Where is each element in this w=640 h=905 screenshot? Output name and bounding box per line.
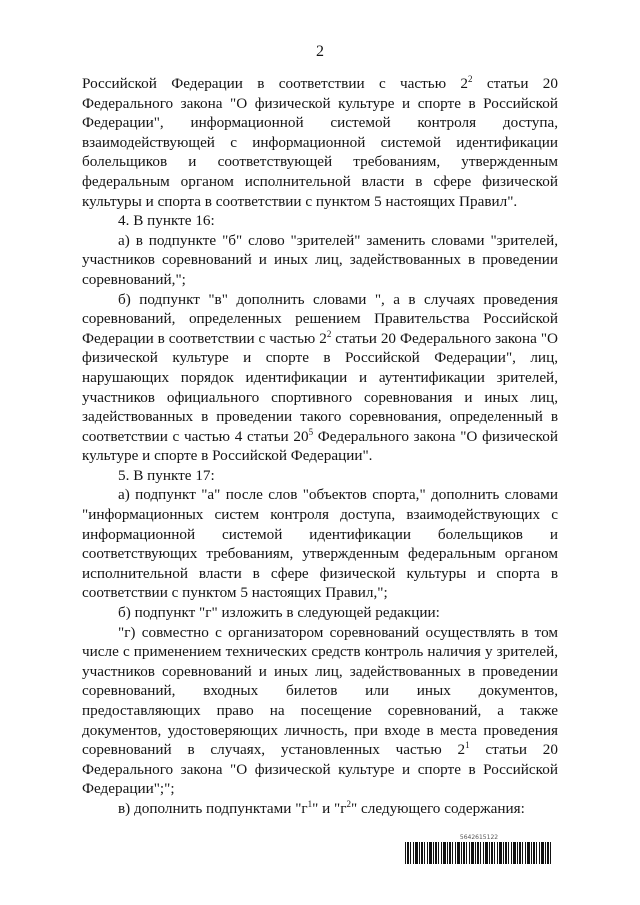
superscript: 1 (465, 740, 470, 751)
paragraph-p3 (82, 231, 558, 290)
paragraph-p5 (82, 466, 558, 486)
paragraph-p7 (82, 603, 558, 623)
paragraph-p4 (82, 290, 558, 466)
paragraph-p2 (82, 211, 558, 231)
barcode-number: 5642615122 (459, 834, 499, 841)
text-run: а) в подпункте "б" слово "зрителей" заменить словами "зрителей, участников соревнований и иных лиц, задействованных в проведении соревнований,"; (82, 231, 558, 288)
superscript: 2 (326, 328, 332, 339)
text-run: Федерального закона "О физической культуре и спорте в Российской Федерации". (82, 427, 558, 465)
text-run: Российской Федерации в соответствии с частью 2 (82, 75, 468, 92)
text-run: " и "г (312, 799, 347, 817)
text-run: 5. В пункте 17: (118, 466, 215, 484)
barcode-bars (405, 842, 553, 864)
text-run: статьи 20 Федерального закона "О физической культуре и спорте в Российской Федерации", информационной системой контроля доступа, взаимодействующей с информационной системой идентификации болельщиков и соответствующей требованиям, утвержденным федеральным органом исполнительной власти в сфере физической культуры и спорта в соответствии с пунктом 5 настоящих Правил". (82, 75, 558, 210)
superscript: 2 (468, 73, 473, 84)
text-run: а) подпункт "а" после слов "объектов спорта," дополнить словами "информационных систем контроля доступа, взаимодействующих с информационной системой идентификации болельщиков и соответствующих требованиям, утвержденным федеральным органом исполнительной власти в сфере физической культуры и спорта в соответствии с пунктом 5 настоящих Правил,"; (82, 486, 558, 602)
text-run: " следующего содержания: (351, 799, 525, 817)
paragraph-p6 (82, 485, 558, 603)
text-run: 4. В пункте 16: (118, 212, 215, 230)
superscript: 1 (307, 798, 313, 809)
paragraph-p8 (82, 623, 558, 799)
text-run: б) подпункт "г" изложить в следующей редакции: (118, 604, 440, 622)
paragraph-p9 (82, 799, 558, 819)
text-run: статьи 20 Федерального закона "О физической культуре и спорте в Российской Федерации";"; (82, 741, 558, 798)
paragraph-p1 (82, 74, 558, 211)
text-run: б) подпункт "в" дополнить словами ", а в случаях проведения соревнований, определенных решением Правительства Российской Федерации в соответствии с частью 2 (82, 290, 558, 347)
superscript: 5 (308, 426, 314, 437)
document-body (82, 74, 558, 819)
barcode (405, 834, 553, 864)
superscript: 2 (346, 798, 351, 809)
text-run: в) дополнить подпунктами "г (118, 799, 308, 817)
page-number: 2 (316, 43, 324, 60)
text-run: статьи 20 Федерального закона "О физической культуре и спорте в Российской Федерации", лиц, нарушающих порядок идентификации и аутентификации зрителей, участников официального спортивного соревнования и иных лиц, задействованных в проведении такого соревнования, определенный в соответствии с частью 4 статьи 20 (82, 329, 558, 445)
text-run: "г) совместно с организатором соревнований осуществлять в том числе с применением технических средств контроль наличия у зрителей, участников соревнований и иных лиц, задействованных в проведении соревнований, входных билетов или иных документов, предоставляющих право на посещение соревнований, а также документов, удостоверяющих личность, при входе в места проведения соревнований в случаях, установленных частью 2 (82, 623, 558, 759)
